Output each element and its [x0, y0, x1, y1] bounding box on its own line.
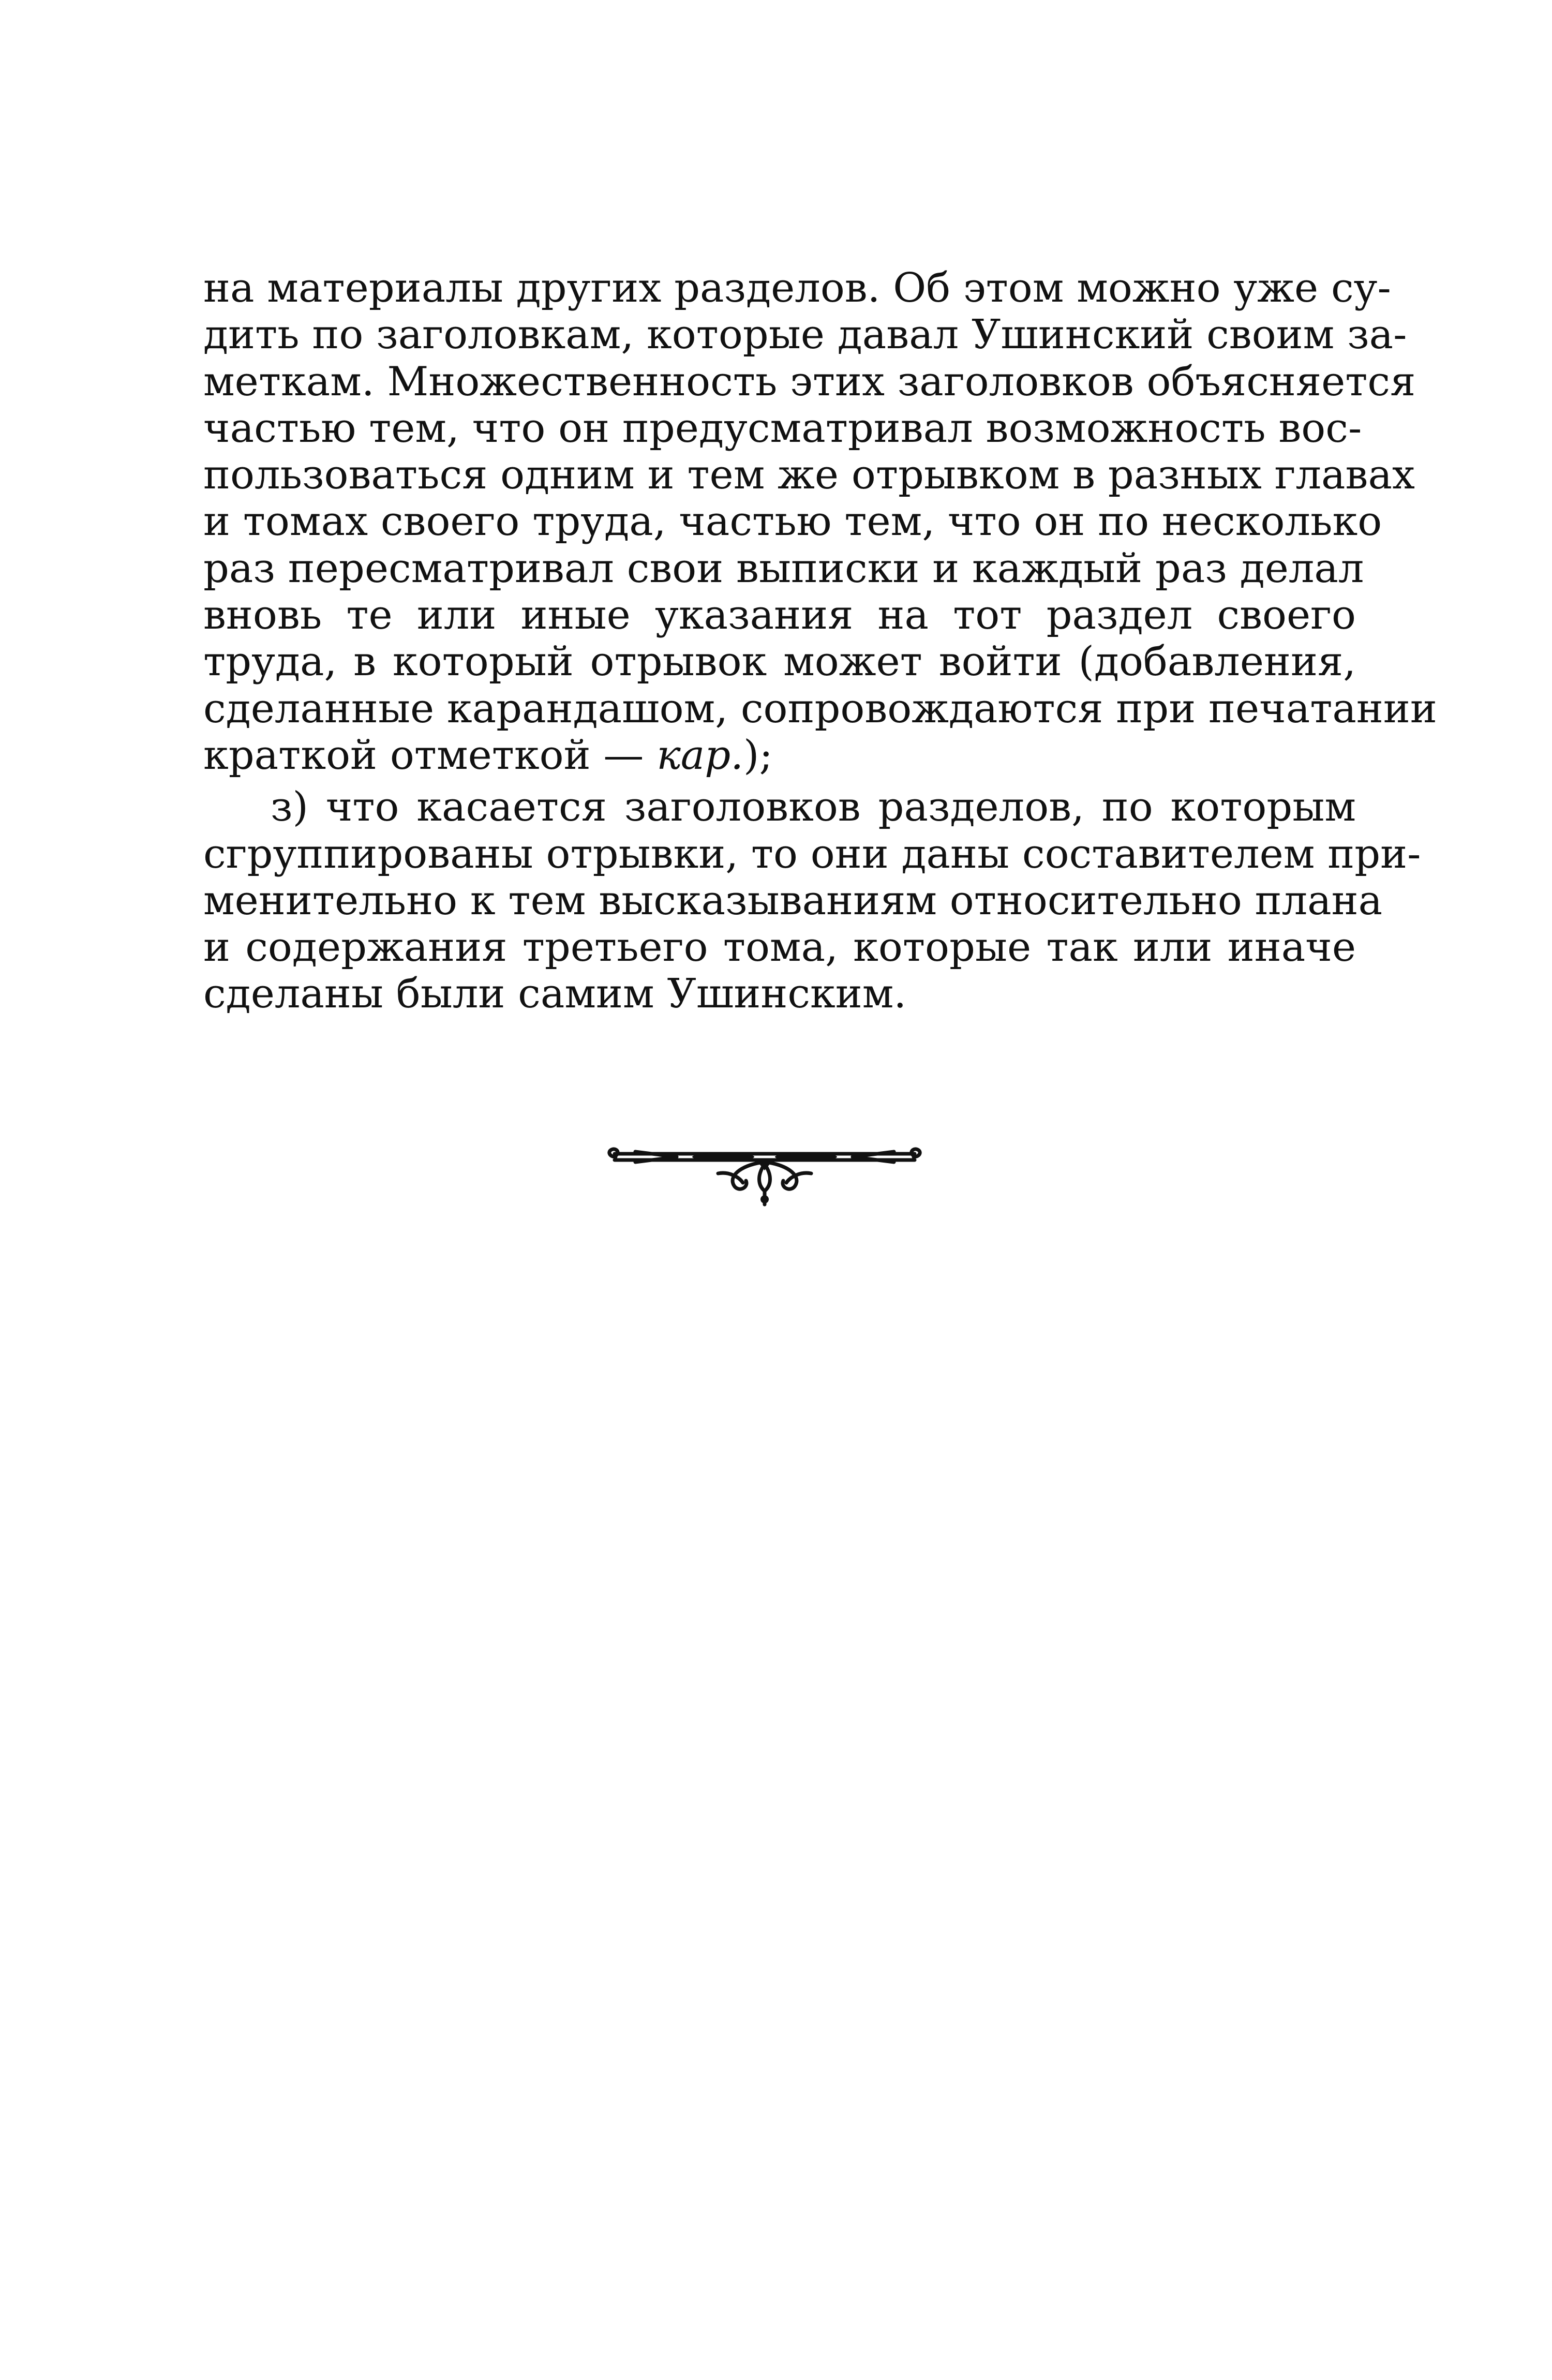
text-line: вновь те или иные указания на тот раздел своего	[203, 592, 1356, 639]
text-line: труда, в который отрывок может войти (добавления,	[203, 638, 1356, 686]
text-line: менительно к тем высказываниям относительно плана	[203, 877, 1383, 924]
decorative-flourish-icon	[604, 1133, 925, 1211]
text-line: пользоваться одним и тем же отрывком в разных главах	[203, 452, 1415, 499]
page-body	[203, 265, 1437, 1018]
text-line: и содержания третьего тома, которые так или иначе	[203, 924, 1356, 971]
text-line: з) что касается заголовков разделов, по которым	[271, 784, 1356, 831]
text-line: меткам. Множественность этих заголовков объясняется	[203, 358, 1416, 405]
text-line: раз пересматривал свои выписки и каждый раз делал	[203, 545, 1364, 592]
text-line: частью тем, что он предусматривал возможность вос-	[203, 405, 1362, 452]
text-line: и томах своего труда, частью тем, что он по несколько	[203, 498, 1382, 545]
text-fragment: );	[743, 732, 773, 779]
paragraph-2	[203, 784, 1421, 1018]
text-fragment: краткой отметкой —	[203, 732, 657, 779]
text-line: дить по заголовкам, которые давал Ушинский своим за-	[203, 311, 1407, 359]
text-line: сделанные карандашом, сопровождаются при печатании	[203, 685, 1437, 732]
text-line: на материалы других разделов. Об этом можно уже су-	[203, 265, 1391, 311]
italic-abbreviation: кар.	[656, 732, 744, 779]
text-line-last	[203, 732, 1356, 779]
text-line-last: сделаны были самим Ушинским.	[203, 971, 907, 1018]
paragraph-1	[203, 265, 1437, 779]
text-line: сгруппированы отрывки, то они даны составителем при-	[203, 830, 1421, 877]
